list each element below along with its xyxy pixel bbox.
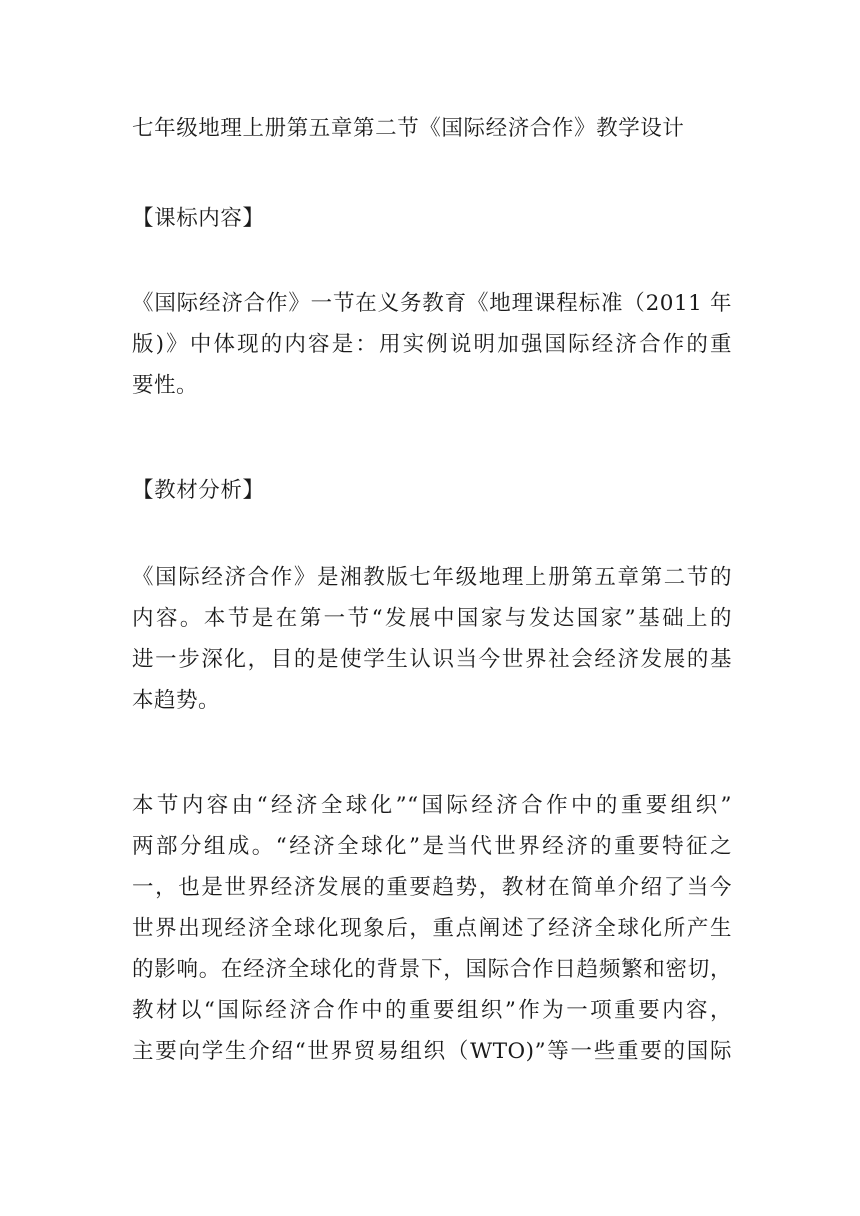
analysis-paragraph-2 (132, 785, 732, 1072)
paragraph-line: 世界出现经济全球化现象后，重点阐述了经济全球化所产生 (132, 916, 732, 941)
paragraph-line: 本趋势。 (132, 688, 221, 713)
paragraph-line: 两部分组成。“经济全球化”是当代世界经济的重要特征之 (132, 834, 732, 859)
section-heading-analysis: 【教材分析】 (132, 478, 265, 503)
section-heading-curriculum: 【课标内容】 (132, 206, 265, 231)
paragraph-line: 的影响。在经济全球化的背景下，国际合作日趋频繁和密切， (132, 957, 732, 982)
document-title: 七年级地理上册第五章第二节《国际经济合作》教学设计 (132, 116, 685, 141)
paragraph-line: 主要向学生介绍“世界贸易组织（WTO)”等一些重要的国际 (132, 1039, 732, 1064)
paragraph-line: 要性。 (132, 373, 199, 398)
paragraph-line: 进一步深化，目的是使学生认识当今世界社会经济发展的基 (132, 647, 732, 672)
analysis-paragraph-1 (132, 557, 732, 721)
paragraph-line: 《国际经济合作》一节在义务教育《地理课程标准（2011 年 (132, 291, 732, 316)
paragraph-line: 《国际经济合作》是湘教版七年级地理上册第五章第二节的 (132, 565, 732, 590)
paragraph-line: 教材以“国际经济合作中的重要组织”作为一项重要内容， (132, 998, 732, 1023)
curriculum-paragraph (132, 283, 732, 406)
paragraph-line: 一，也是世界经济发展的重要趋势，教材在简单介绍了当今 (132, 875, 732, 900)
paragraph-line: 本节内容由“经济全球化”“国际经济合作中的重要组织” (132, 793, 732, 818)
paragraph-line: 版)》中体现的内容是：用实例说明加强国际经济合作的重 (132, 332, 732, 357)
paragraph-line: 内容。本节是在第一节“发展中国家与发达国家”基础上的 (132, 606, 732, 631)
